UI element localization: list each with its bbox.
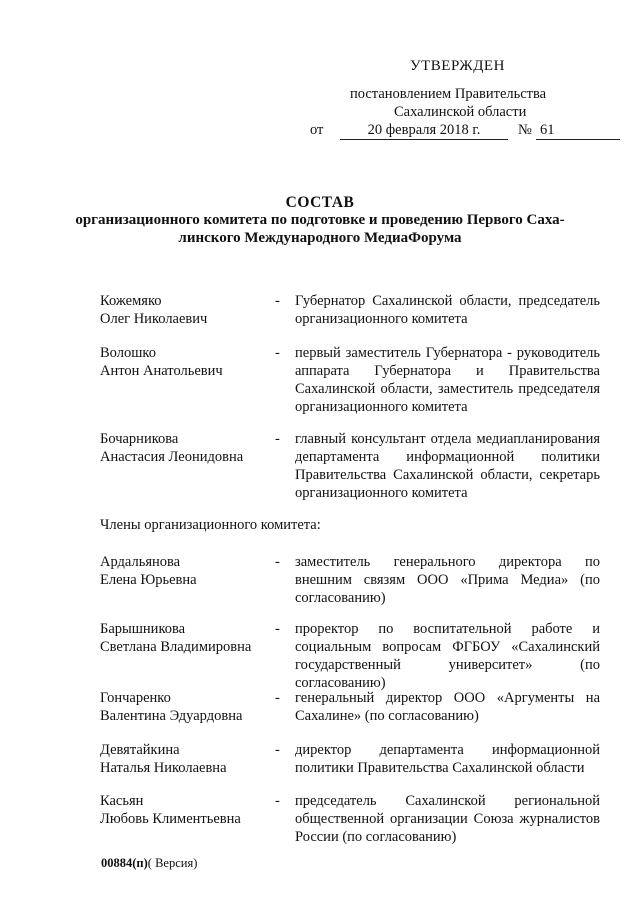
person-given-names: Наталья Николаевна	[100, 760, 227, 776]
person-given-names: Анастасия Леонидовна	[100, 449, 244, 465]
person-role: заместитель генерального директора по внешним связям ООО «Прима Медиа» (по согласованию)	[295, 554, 600, 606]
entry-dash: -	[275, 621, 280, 637]
person-surname: Барышникова	[100, 621, 186, 637]
person-given-names: Антон Анатольевич	[100, 363, 223, 379]
document-subtitle-line-2: линского Международного МедиаФорума	[178, 230, 462, 246]
person-given-names: Любовь Климентьевна	[100, 811, 241, 827]
approval-number: 61	[536, 122, 620, 140]
person-surname: Девятайкина	[100, 742, 180, 758]
entry-dash: -	[275, 554, 280, 570]
approval-title: УТВЕРЖДЕН	[410, 58, 505, 74]
person-name	[100, 620, 270, 656]
person-surname: Бочарникова	[100, 431, 179, 447]
entry-dash: -	[275, 690, 280, 706]
person-name	[100, 689, 270, 725]
person-given-names: Олег Николаевич	[100, 311, 208, 327]
entry-dash: -	[275, 293, 280, 309]
approval-line-2: Сахалинской области	[394, 104, 527, 120]
document-title: СОСТАВ	[285, 194, 355, 211]
entry-dash: -	[275, 431, 280, 447]
approval-date-row	[310, 122, 610, 142]
document-version: ( Версия)	[147, 856, 198, 870]
from-label: от	[310, 122, 324, 138]
person-role: первый заместитель Губернатора - руководитель аппарата Губернатора и Правительства Сахалинской области, заместитель председателя организационного комитета	[295, 345, 600, 415]
person-surname: Кожемяко	[100, 293, 162, 309]
approval-date: 20 февраля 2018 г.	[340, 122, 508, 140]
person-role: Губернатор Сахалинской области, председатель организационного комитета	[295, 293, 600, 327]
person-surname: Волошко	[100, 345, 156, 361]
entry-dash: -	[275, 793, 280, 809]
person-name	[100, 741, 270, 777]
person-name	[100, 792, 270, 828]
person-given-names: Светлана Владимировна	[100, 639, 252, 655]
person-surname: Касьян	[100, 793, 144, 809]
person-name	[100, 553, 270, 589]
person-name	[100, 292, 270, 328]
approval-line-1: постановлением Правительства	[350, 86, 547, 102]
document-subtitle-line-1: организационного комитета по подготовке и проведению Первого Саха-	[75, 212, 565, 228]
document-code: 00884(п)	[101, 856, 148, 870]
entry-dash: -	[275, 742, 280, 758]
person-role: генеральный директор ООО «Аргументы на Сахалине» (по согласованию)	[295, 690, 600, 724]
person-name	[100, 430, 270, 466]
person-role: председатель Сахалинской региональной общественной организации Союза журналистов России (по согласованию)	[295, 793, 600, 845]
person-given-names: Елена Юрьевна	[100, 572, 197, 588]
person-given-names: Валентина Эдуардовна	[100, 708, 243, 724]
document-footer-code	[101, 856, 197, 871]
members-section-label: Члены организационного комитета:	[100, 517, 321, 533]
person-surname: Ардальянова	[100, 554, 181, 570]
person-name	[100, 344, 270, 380]
person-role: директор департамента информационной политики Правительства Сахалинской области	[295, 742, 600, 776]
person-surname: Гончаренко	[100, 690, 171, 706]
entry-dash: -	[275, 345, 280, 361]
person-role: главный консультант отдела медиапланирования департамента информационной политики Правительства Сахалинской области, секретарь организационного комитета	[295, 431, 600, 501]
person-role: проректор по воспитательной работе и социальным вопросам ФГБОУ «Сахалинский государственный университет» (по согласованию)	[295, 621, 600, 691]
number-label: №	[518, 122, 532, 138]
